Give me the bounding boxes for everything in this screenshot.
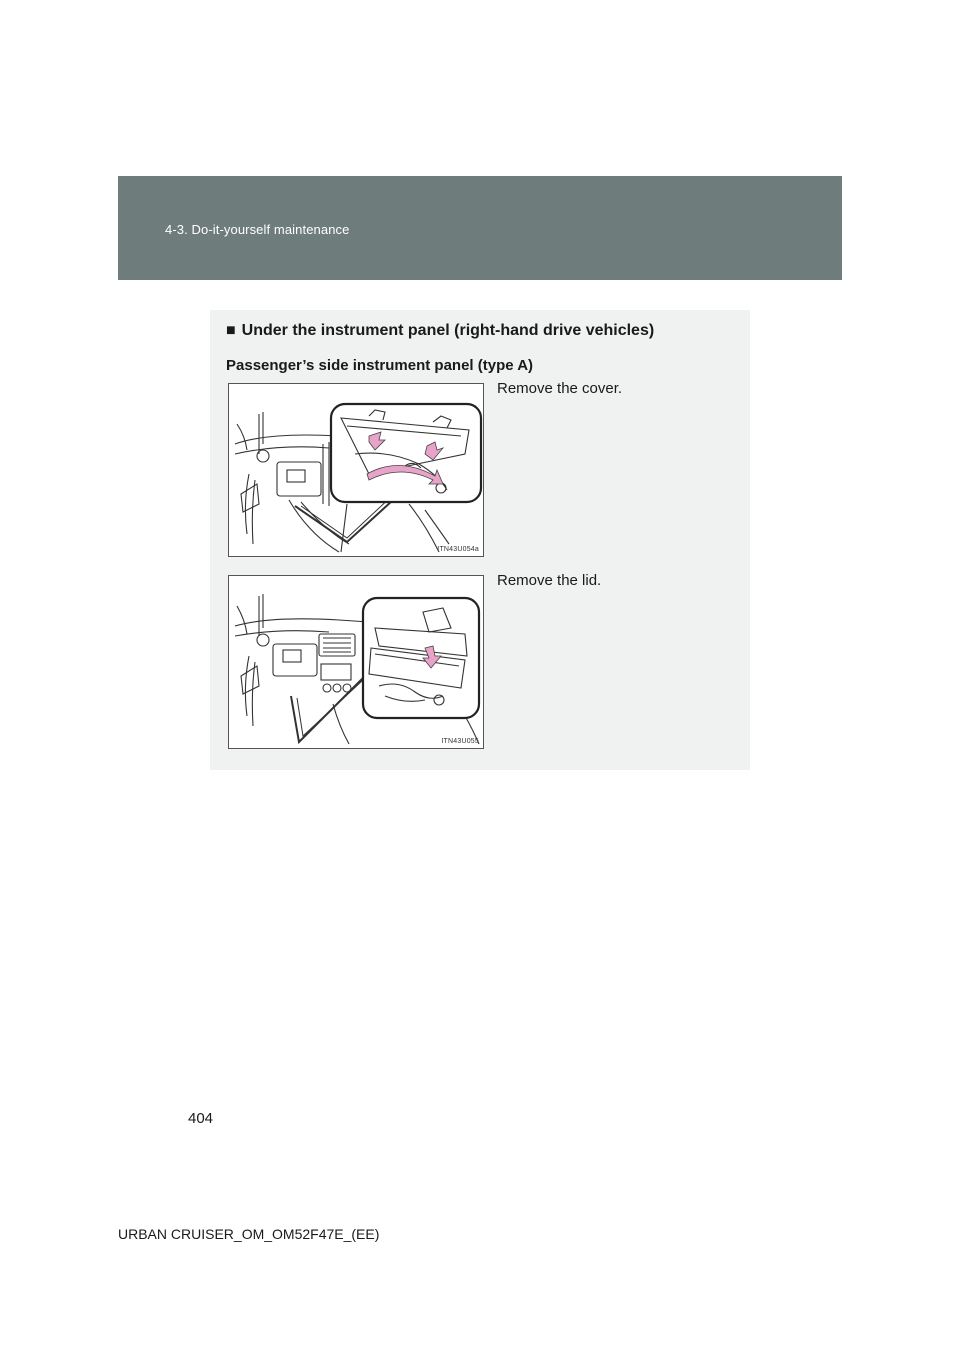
dashboard-lid-illustration bbox=[229, 576, 484, 749]
document-id: URBAN CRUISER_OM_OM52F47E_(EE) bbox=[118, 1226, 380, 1242]
step-text: Remove the lid. bbox=[497, 572, 602, 589]
section-heading-text: Under the instrument panel (right-hand drive vehicles) bbox=[241, 322, 655, 339]
section-title: 4-3. Do-it-yourself maintenance bbox=[165, 222, 350, 237]
section-heading bbox=[226, 322, 654, 340]
dashboard-cover-illustration bbox=[229, 384, 484, 557]
figure-remove-cover bbox=[228, 383, 484, 557]
sub-heading: Passenger’s side instrument panel (type A) bbox=[226, 357, 534, 374]
page-number: 404 bbox=[188, 1110, 214, 1127]
square-bullet-icon: ■ bbox=[226, 322, 236, 339]
step-text: Remove the cover. bbox=[497, 380, 623, 397]
figure-remove-lid bbox=[228, 575, 484, 749]
figure-code: ITN43U054a bbox=[437, 546, 479, 553]
figure-code: ITN43U055 bbox=[441, 738, 479, 745]
